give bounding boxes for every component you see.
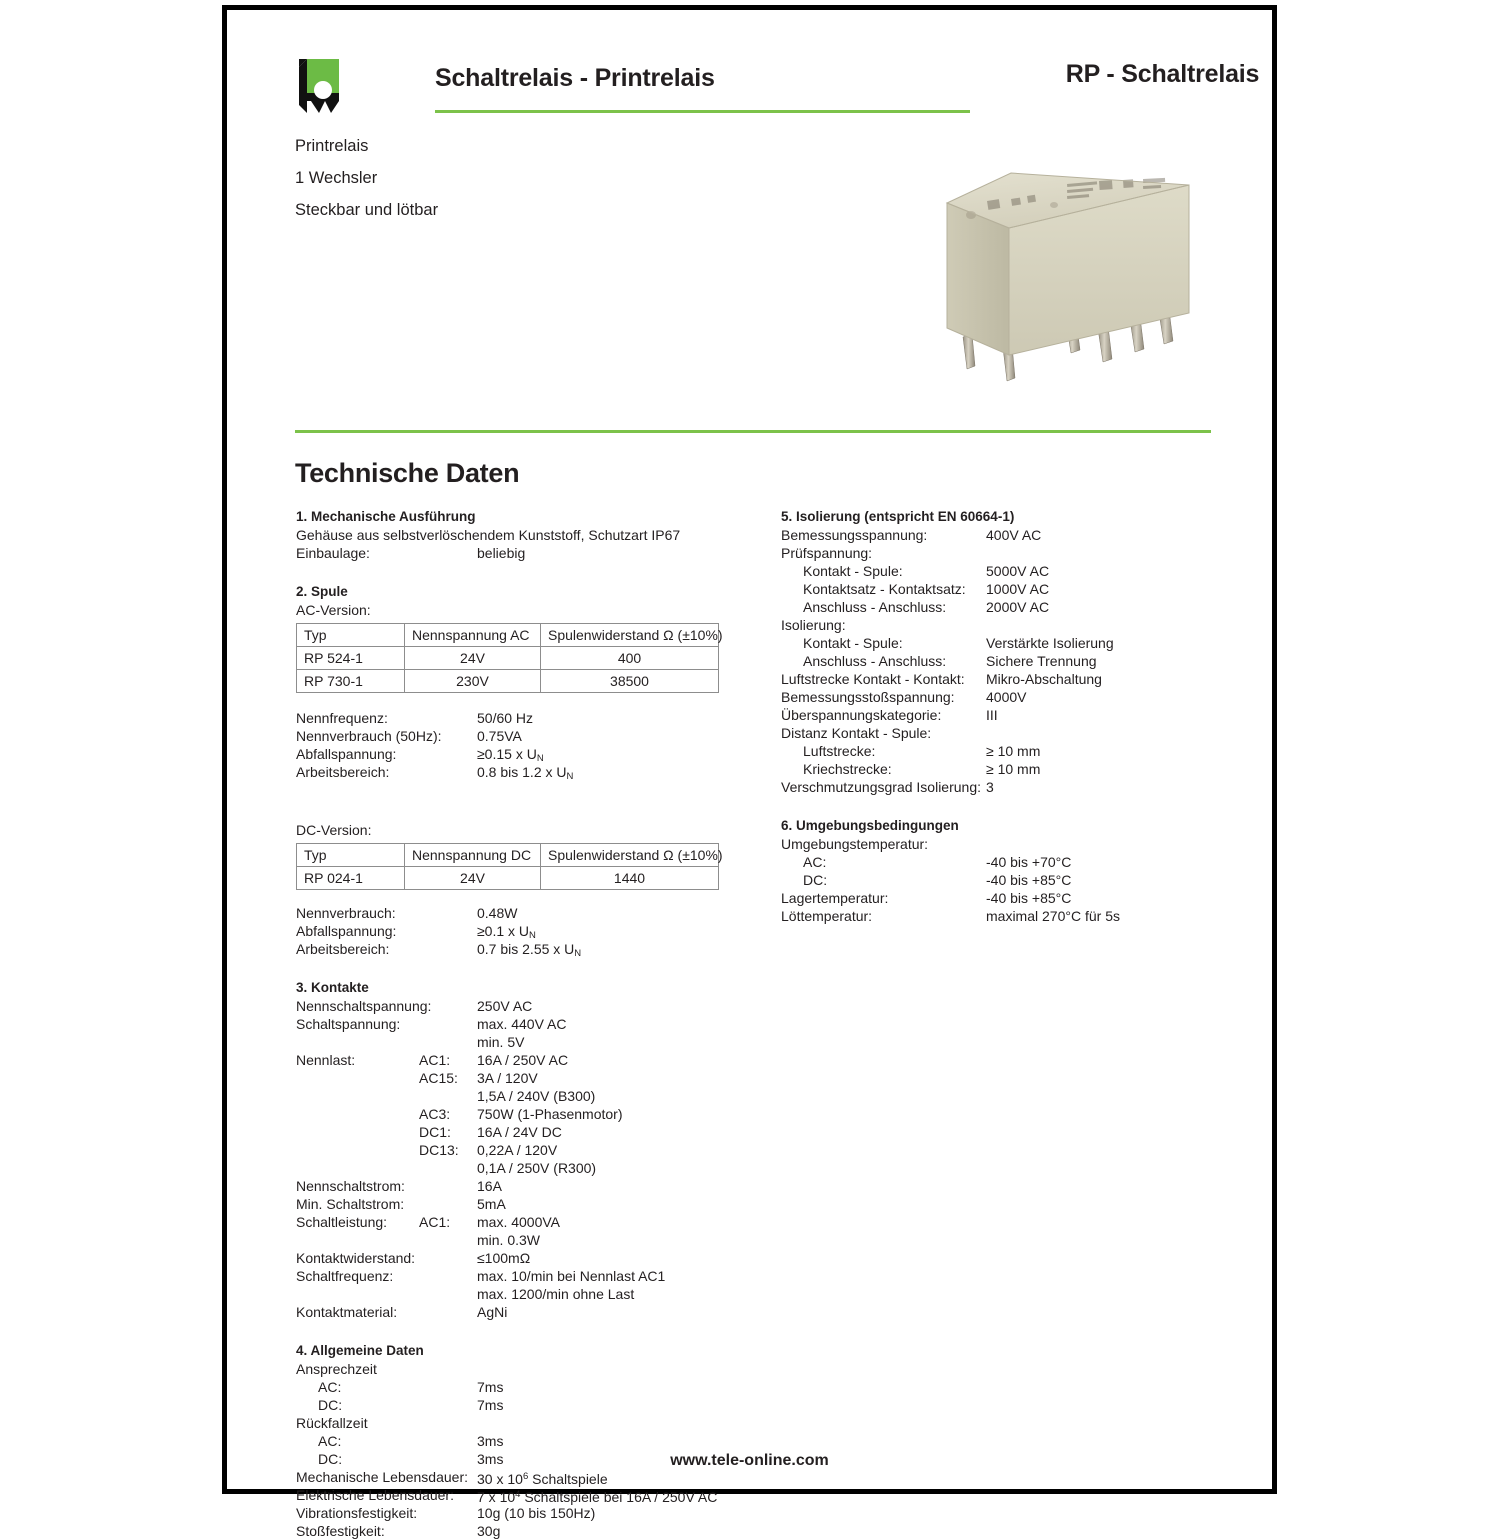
spec-value: ≥0.1 x $U_N$ bbox=[477, 923, 536, 941]
spec-key: Nennverbrauch: bbox=[296, 905, 396, 921]
spec-value: ≥ 10 mm bbox=[986, 761, 1041, 777]
spec-subkey: AC1: bbox=[419, 1052, 451, 1068]
spec-key: Anschluss - Anschluss: bbox=[803, 599, 947, 615]
spec-row bbox=[781, 688, 1221, 706]
spec-key: Kontakt - Spule: bbox=[803, 563, 903, 579]
spec-key: Kriechstrecke: bbox=[803, 761, 892, 777]
spec-key: Einbaulage: bbox=[296, 545, 370, 561]
spec-row bbox=[781, 634, 1221, 652]
spec-key: Distanz Kontakt - Spule: bbox=[781, 725, 932, 741]
spec-row bbox=[296, 997, 746, 1015]
spec-value: 0.8 bis 1.2 x $U_N$ bbox=[477, 764, 574, 782]
spec-value: ≥ 10 mm bbox=[986, 743, 1041, 759]
ac-version-label: AC-Version: bbox=[296, 602, 371, 618]
spec-key: Schaltleistung: bbox=[296, 1214, 388, 1230]
dc-version-label: DC-Version: bbox=[296, 822, 372, 838]
section-4-rows bbox=[296, 1360, 746, 1540]
relay-product-photo bbox=[927, 165, 1217, 390]
spec-row bbox=[781, 907, 1221, 925]
spec-key: Umgebungstemperatur: bbox=[781, 836, 929, 852]
spec-value: max. 10/min bei Nennlast AC1 bbox=[477, 1268, 666, 1284]
spec-row bbox=[296, 1303, 746, 1321]
spec-row bbox=[296, 1522, 746, 1540]
spec-value: 7ms bbox=[477, 1397, 504, 1413]
spec-value: 0,1A / 250V (R300) bbox=[477, 1160, 597, 1176]
intro-line: Printrelais bbox=[295, 137, 369, 155]
cell-type: RP 024-1 bbox=[297, 867, 405, 890]
spec-row bbox=[296, 745, 746, 763]
page-sheet bbox=[222, 5, 1277, 1539]
spec-value: 30g bbox=[477, 1523, 501, 1539]
spec-key: AC: bbox=[803, 854, 827, 870]
spec-row bbox=[296, 1486, 746, 1504]
cell-voltage: 24V bbox=[405, 867, 541, 890]
title-divider bbox=[435, 110, 970, 113]
spec-row bbox=[296, 1360, 746, 1378]
spec-value: 0.75VA bbox=[477, 728, 522, 744]
spec-key: Kontaktmaterial: bbox=[296, 1304, 398, 1320]
section-2-title: 2. Spule bbox=[296, 584, 348, 599]
spec-value: 4000V bbox=[986, 689, 1027, 705]
spec-value: 250V AC bbox=[477, 998, 533, 1014]
spec-row bbox=[296, 1123, 746, 1141]
ac-coil-table bbox=[296, 623, 723, 693]
product-code-title: RP - Schaltrelais bbox=[1065, 60, 1260, 88]
spec-key: Luftstrecke Kontakt - Kontakt: bbox=[781, 671, 965, 687]
spec-value: 16A / 24V DC bbox=[477, 1124, 562, 1140]
column-header: Spulenwiderstand Ω (±10%) bbox=[541, 844, 719, 867]
spec-row bbox=[296, 1087, 746, 1105]
page-content bbox=[227, 10, 1272, 1539]
spec-value: 3 bbox=[986, 779, 994, 795]
table-header-row bbox=[297, 624, 719, 647]
spec-key: Stoßfestigkeit: bbox=[296, 1523, 385, 1539]
spec-value: 3ms bbox=[477, 1451, 504, 1467]
intro-feature-list bbox=[295, 130, 438, 226]
spec-row bbox=[296, 1033, 746, 1051]
spec-row bbox=[781, 742, 1221, 760]
section-4-title: 4. Allgemeine Daten bbox=[296, 1343, 424, 1358]
spec-value: maximal 270°C für 5s bbox=[986, 908, 1120, 924]
spec-row bbox=[781, 871, 1221, 889]
cell-resistance: 38500 bbox=[541, 670, 719, 693]
spec-key: Nennlast: bbox=[296, 1052, 356, 1068]
spec-value: 7ms bbox=[477, 1379, 504, 1395]
spec-value: 0.7 bis 2.55 x $U_N$ bbox=[477, 941, 582, 959]
spec-key: AC: bbox=[318, 1433, 342, 1449]
spec-value: -40 bis +85°C bbox=[986, 890, 1072, 906]
spec-value: 0,22A / 120V bbox=[477, 1142, 558, 1158]
spec-row bbox=[296, 1105, 746, 1123]
spec-value: III bbox=[986, 707, 998, 723]
spec-row bbox=[296, 1231, 746, 1249]
spec-row bbox=[781, 778, 1221, 796]
spec-row bbox=[296, 1213, 746, 1231]
spec-value: 16A / 250V AC bbox=[477, 1052, 569, 1068]
spec-value: 2000V AC bbox=[986, 599, 1050, 615]
spec-row bbox=[296, 1015, 746, 1033]
spec-value: 16A bbox=[477, 1178, 502, 1194]
spec-key: Kontakt - Spule: bbox=[803, 635, 903, 651]
spec-row bbox=[781, 889, 1221, 907]
spec-key: Nennverbrauch (50Hz): bbox=[296, 728, 442, 744]
spec-key: Arbeitsbereich: bbox=[296, 764, 390, 780]
spec-key: Abfallspannung: bbox=[296, 923, 397, 939]
spec-key: DC: bbox=[803, 872, 828, 888]
spec-key: Isolierung: bbox=[781, 617, 846, 633]
right-spec-column bbox=[781, 508, 1221, 925]
spec-key: Bemessungsspannung: bbox=[781, 527, 928, 543]
spec-row bbox=[296, 1141, 746, 1159]
spec-row bbox=[296, 940, 746, 958]
spec-subkey: DC13: bbox=[419, 1142, 459, 1158]
spec-subkey: AC15: bbox=[419, 1070, 458, 1086]
spec-key: Prüfspannung: bbox=[781, 545, 873, 561]
spec-subkey: DC1: bbox=[419, 1124, 451, 1140]
spec-value: -40 bis +70°C bbox=[986, 854, 1072, 870]
spec-row bbox=[296, 1267, 746, 1285]
spec-row bbox=[781, 835, 1221, 853]
spec-value: max. 440V AC bbox=[477, 1016, 567, 1032]
spec-key: Nennschaltstrom: bbox=[296, 1178, 405, 1194]
spec-row bbox=[296, 1285, 746, 1303]
intro-line: Steckbar und lötbar bbox=[295, 201, 439, 219]
spec-value: 30 x $10^6$ Schaltspiele bbox=[477, 1471, 608, 1487]
table-row bbox=[297, 647, 719, 670]
spec-row bbox=[781, 562, 1221, 580]
spec-value: 3A / 120V bbox=[477, 1070, 538, 1086]
spec-key: Vibrationsfestigkeit: bbox=[296, 1505, 418, 1521]
spec-value: min. 0.3W bbox=[477, 1232, 541, 1248]
spec-row bbox=[781, 706, 1221, 724]
spec-row bbox=[296, 544, 746, 562]
spec-key: AC: bbox=[318, 1379, 342, 1395]
spec-key: Verschmutzungsgrad Isolierung: bbox=[781, 779, 981, 795]
section-3-rows bbox=[296, 997, 746, 1321]
spec-value: 400V AC bbox=[986, 527, 1042, 543]
spec-row bbox=[781, 724, 1221, 742]
technical-data-heading: Technische Daten bbox=[295, 458, 520, 488]
spec-key: DC: bbox=[318, 1451, 343, 1467]
spec-value: -40 bis +85°C bbox=[986, 872, 1072, 888]
spec-subkey: AC3: bbox=[419, 1106, 451, 1122]
spec-row bbox=[781, 544, 1221, 562]
spec-key: Lagertemperatur: bbox=[781, 890, 889, 906]
section-3-title: 3. Kontakte bbox=[296, 980, 369, 995]
spec-key: Abfallspannung: bbox=[296, 746, 397, 762]
spec-value: Mikro-Abschaltung bbox=[986, 671, 1102, 687]
cell-type: RP 524-1 bbox=[297, 647, 405, 670]
spec-value: beliebig bbox=[477, 545, 526, 561]
spec-subkey: AC1: bbox=[419, 1214, 451, 1230]
section-6-rows bbox=[781, 835, 1221, 925]
spec-key: Luftstrecke: bbox=[803, 743, 876, 759]
spec-value: 10g (10 bis 150Hz) bbox=[477, 1505, 596, 1521]
technical-data-divider bbox=[295, 430, 1211, 433]
spec-row bbox=[781, 652, 1221, 670]
spec-value: 1000V AC bbox=[986, 581, 1050, 597]
cell-type: RP 730-1 bbox=[297, 670, 405, 693]
spec-key: Kontaktsatz - Kontaktsatz: bbox=[803, 581, 966, 597]
column-header: Typ bbox=[297, 844, 405, 867]
spec-value: 50/60 Hz bbox=[477, 710, 534, 726]
cell-resistance: 1440 bbox=[541, 867, 719, 890]
table-row bbox=[297, 670, 719, 693]
spec-row bbox=[296, 1249, 746, 1267]
spec-key: Schaltspannung: bbox=[296, 1016, 401, 1032]
document-header bbox=[295, 50, 1260, 130]
spec-row bbox=[296, 1468, 746, 1486]
spec-row bbox=[781, 526, 1221, 544]
spec-row bbox=[296, 922, 746, 940]
cell-voltage: 24V bbox=[405, 647, 541, 670]
spec-row bbox=[296, 1378, 746, 1396]
spec-value: 7 x $10^4$ Schaltspiele bei 16A / 250V AC bbox=[477, 1489, 718, 1505]
dc-coil-table bbox=[296, 843, 723, 890]
spec-row bbox=[781, 670, 1221, 688]
spec-row bbox=[296, 1051, 746, 1069]
spec-value: 750W (1-Phasenmotor) bbox=[477, 1106, 623, 1122]
spec-key: Ansprechzeit bbox=[296, 1361, 377, 1377]
spec-row bbox=[296, 1396, 746, 1414]
section-1-title: 1. Mechanische Ausführung bbox=[296, 509, 476, 524]
intro-line: 1 Wechsler bbox=[295, 169, 378, 187]
spec-row bbox=[781, 598, 1221, 616]
spec-key: Elektrische Lebensdauer: bbox=[296, 1487, 454, 1503]
spec-key: Arbeitsbereich: bbox=[296, 941, 390, 957]
spec-row bbox=[781, 616, 1221, 634]
section-5-title: 5. Isolierung (entspricht EN 60664-1) bbox=[781, 509, 1015, 524]
spec-row bbox=[296, 1069, 746, 1087]
column-header: Nennspannung AC bbox=[405, 624, 541, 647]
tele-logo-icon bbox=[295, 57, 351, 115]
spec-value: max. 4000VA bbox=[477, 1214, 561, 1230]
spec-row bbox=[781, 853, 1221, 871]
cell-resistance: 400 bbox=[541, 647, 719, 670]
spec-key: Anschluss - Anschluss: bbox=[803, 653, 947, 669]
spec-value: Verstärkte Isolierung bbox=[986, 635, 1114, 651]
spec-key: Nennschaltspannung: bbox=[296, 998, 432, 1014]
spec-value: 3ms bbox=[477, 1433, 504, 1449]
spec-row bbox=[296, 1195, 746, 1213]
spec-row bbox=[296, 1504, 746, 1522]
spec-key: Rückfallzeit bbox=[296, 1415, 368, 1431]
spec-key: Löttemperatur: bbox=[781, 908, 873, 924]
spec-value: Sichere Trennung bbox=[986, 653, 1097, 669]
footer-url[interactable]: www.tele-online.com bbox=[670, 1452, 829, 1469]
spec-value: 5mA bbox=[477, 1196, 506, 1212]
section-1-description: Gehäuse aus selbstverlöschendem Kunststoff, Schutzart IP67 bbox=[296, 527, 681, 543]
spec-value: max. 1200/min ohne Last bbox=[477, 1286, 635, 1302]
spec-value: ≤100mΩ bbox=[477, 1250, 531, 1266]
page-title: Schaltrelais - Printrelais bbox=[435, 64, 715, 92]
section-6-title: 6. Umgebungsbedingungen bbox=[781, 818, 959, 833]
table-row bbox=[297, 867, 719, 890]
spec-row bbox=[296, 1177, 746, 1195]
spec-key: Mechanische Lebensdauer: bbox=[296, 1469, 469, 1485]
column-header: Spulenwiderstand Ω (±10%) bbox=[541, 624, 719, 647]
table-header-row bbox=[297, 844, 719, 867]
spec-value: 0.48W bbox=[477, 905, 518, 921]
spec-key: Min. Schaltstrom: bbox=[296, 1196, 405, 1212]
spec-key: Kontaktwiderstand: bbox=[296, 1250, 416, 1266]
spec-row bbox=[296, 709, 746, 727]
spec-key: Nennfrequenz: bbox=[296, 710, 388, 726]
spec-key: Schaltfrequenz: bbox=[296, 1268, 394, 1284]
spec-value: min. 5V bbox=[477, 1034, 525, 1050]
spec-row bbox=[296, 1414, 746, 1432]
spec-key: Bemessungsstoßspannung: bbox=[781, 689, 955, 705]
spec-row bbox=[296, 727, 746, 745]
spec-row bbox=[781, 580, 1221, 598]
spec-value: ≥0.15 x $U_N$ bbox=[477, 746, 544, 764]
spec-row bbox=[781, 760, 1221, 778]
left-spec-column bbox=[296, 508, 746, 1540]
spec-value: 1,5A / 240V (B300) bbox=[477, 1088, 596, 1104]
column-header: Typ bbox=[297, 624, 405, 647]
spec-row bbox=[296, 763, 746, 781]
column-header: Nennspannung DC bbox=[405, 844, 541, 867]
spec-key: DC: bbox=[318, 1397, 343, 1413]
section-5-rows bbox=[781, 526, 1221, 796]
spec-row bbox=[296, 904, 746, 922]
spec-key: Überspannungskategorie: bbox=[781, 707, 942, 723]
spec-value: AgNi bbox=[477, 1304, 508, 1320]
spec-row bbox=[296, 1432, 746, 1450]
spec-value: 5000V AC bbox=[986, 563, 1050, 579]
cell-voltage: 230V bbox=[405, 670, 541, 693]
spec-row bbox=[296, 1159, 746, 1177]
